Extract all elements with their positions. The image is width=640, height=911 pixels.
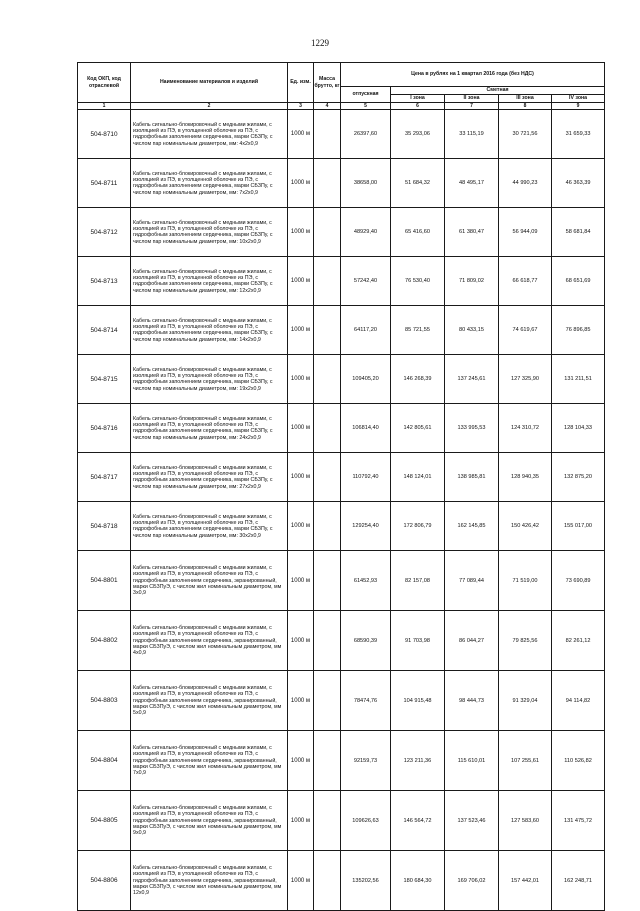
cell-zone-2: 98 444,73 [445,671,499,731]
cell-code: 504-8710 [78,110,131,159]
cell-zone-1: 51 684,32 [391,159,445,208]
header-zone-4: IV зона [552,95,605,103]
cell-zone-4: 94 114,82 [552,671,605,731]
cell-mass [314,731,341,791]
column-number: 4 [314,103,341,110]
cell-mass [314,671,341,731]
cell-zone-4: 73 690,89 [552,551,605,611]
column-number: 6 [391,103,445,110]
cell-zone-1: 180 684,30 [391,851,445,911]
cell-zone-3: 44 990,23 [499,159,552,208]
cell-name: Кабель сигнально-блокировочный с медными жилами, с изоляцией из ПЭ, в утолщенной оболочке из ПЭ, с гидрофобным заполнением сердечника, экранированный, марки СБЗПуЭ, с числом жил номинальным диаметром, мм 4x0,9 [131,611,288,671]
cell-zone-3: 124 310,72 [499,404,552,453]
cell-code: 504-8804 [78,731,131,791]
cell-wholesale: 57242,40 [341,257,391,306]
table-row [78,731,605,791]
cell-unit: 1000 м [288,159,314,208]
cell-zone-1: 146 564,72 [391,791,445,851]
cell-wholesale: 109405,20 [341,355,391,404]
cell-zone-2: 137 245,61 [445,355,499,404]
table-row [78,355,605,404]
cell-wholesale: 106814,40 [341,404,391,453]
cell-name: Кабель сигнально-блокировочный с медными жилами, с изоляцией из ПЭ, в утолщенной оболочке из ПЭ, с гидрофобным заполнением сердечника, марки СБЗПу, с числом пар номинальным диаметром, мм: 27x2x0,9 [131,453,288,502]
cell-name: Кабель сигнально-блокировочный с медными жилами, с изоляцией из ПЭ, в утолщенной оболочке из ПЭ, с гидрофобным заполнением сердечника, марки СБЗПу, с числом пар номинальным диаметром, мм: 19x2x0,9 [131,355,288,404]
cell-zone-2: 80 433,15 [445,306,499,355]
cell-wholesale: 78474,76 [341,671,391,731]
cell-zone-1: 85 721,55 [391,306,445,355]
cell-name: Кабель сигнально-блокировочный с медными жилами, с изоляцией из ПЭ, в утолщенной оболочке из ПЭ, с гидрофобным заполнением сердечника, марки СБЗПу, с числом пар номинальным диаметром, мм: 4x2x0,9 [131,110,288,159]
cell-zone-3: 107 255,61 [499,731,552,791]
header-zone-1: I зона [391,95,445,103]
cell-name: Кабель сигнально-блокировочный с медными жилами, с изоляцией из ПЭ, в утолщенной оболочке из ПЭ, с гидрофобным заполнением сердечника, марки СБЗПу, с числом пар номинальным диаметром, мм: 7x2x0,9 [131,159,288,208]
header-unit: Ед. изм. [288,63,314,103]
cell-name: Кабель сигнально-блокировочный с медными жилами, с изоляцией из ПЭ, в утолщенной оболочке из ПЭ, с гидрофобным заполнением сердечника, экранированный, марки СБЗПуЭ, с числом жил номинальным диаметром, мм 9x0,9 [131,791,288,851]
cell-unit: 1000 м [288,611,314,671]
cell-mass [314,110,341,159]
cell-zone-3: 91 329,04 [499,671,552,731]
cell-mass [314,502,341,551]
cell-code: 504-8801 [78,551,131,611]
cell-mass [314,404,341,453]
table-body [78,110,605,911]
cell-zone-2: 71 809,02 [445,257,499,306]
cell-zone-3: 150 426,42 [499,502,552,551]
cell-zone-2: 137 523,46 [445,791,499,851]
cell-name: Кабель сигнально-блокировочный с медными жилами, с изоляцией из ПЭ, в утолщенной оболочке из ПЭ, с гидрофобным заполнением сердечника, экранированный, марки СБЗПуЭ, с числом жил номинальным диаметром, мм 3x0,9 [131,551,288,611]
cell-wholesale: 61452,93 [341,551,391,611]
column-number: 7 [445,103,499,110]
cell-zone-4: 46 363,39 [552,159,605,208]
cell-wholesale: 135202,56 [341,851,391,911]
cell-wholesale: 129254,40 [341,502,391,551]
column-number: 2 [131,103,288,110]
cell-mass [314,851,341,911]
cell-zone-1: 76 530,40 [391,257,445,306]
cell-zone-3: 79 825,56 [499,611,552,671]
page-number: 1229 [311,38,329,48]
table-row [78,257,605,306]
cell-zone-1: 82 157,08 [391,551,445,611]
cell-zone-2: 115 610,01 [445,731,499,791]
header-wholesale: отпускная [341,87,391,103]
cell-mass [314,453,341,502]
cell-wholesale: 64117,20 [341,306,391,355]
cell-mass [314,791,341,851]
cell-unit: 1000 м [288,671,314,731]
cell-code: 504-8718 [78,502,131,551]
cell-unit: 1000 м [288,208,314,257]
column-number: 9 [552,103,605,110]
cell-unit: 1000 м [288,355,314,404]
cell-unit: 1000 м [288,791,314,851]
cell-name: Кабель сигнально-блокировочный с медными жилами, с изоляцией из ПЭ, в утолщенной оболочке из ПЭ, с гидрофобным заполнением сердечника, марки СБЗПу, с числом пар номинальным диаметром, мм: 10x2x0,9 [131,208,288,257]
cell-wholesale: 26397,60 [341,110,391,159]
cell-mass [314,208,341,257]
cell-zone-4: 128 104,33 [552,404,605,453]
cell-wholesale: 38658,00 [341,159,391,208]
cell-zone-1: 104 915,48 [391,671,445,731]
cell-unit: 1000 м [288,453,314,502]
cell-code: 504-8713 [78,257,131,306]
header-code: Код ОКП, код отраслевой [78,63,131,103]
cell-mass [314,159,341,208]
cell-wholesale: 110792,40 [341,453,391,502]
cell-mass [314,355,341,404]
table-row [78,502,605,551]
cell-mass [314,306,341,355]
cell-zone-2: 86 044,27 [445,611,499,671]
cell-zone-1: 146 268,39 [391,355,445,404]
cell-code: 504-8802 [78,611,131,671]
cell-wholesale: 48929,40 [341,208,391,257]
cell-wholesale: 109626,63 [341,791,391,851]
header-estimate: Сметная [391,87,605,95]
cell-zone-4: 155 017,00 [552,502,605,551]
cell-zone-2: 33 115,19 [445,110,499,159]
cell-code: 504-8711 [78,159,131,208]
cell-zone-1: 91 703,98 [391,611,445,671]
table-row [78,208,605,257]
cell-code: 504-8715 [78,355,131,404]
cell-zone-4: 76 896,85 [552,306,605,355]
cell-zone-2: 61 380,47 [445,208,499,257]
cell-zone-2: 48 495,17 [445,159,499,208]
cell-zone-4: 110 526,82 [552,731,605,791]
cell-zone-4: 131 211,51 [552,355,605,404]
cell-unit: 1000 м [288,306,314,355]
table-row [78,453,605,502]
cell-name: Кабель сигнально-блокировочный с медными жилами, с изоляцией из ПЭ, в утолщенной оболочке из ПЭ, с гидрофобным заполнением сердечника, экранированный, марки СБЗПуЭ, с числом жил номинальным диаметром, мм 7x0,9 [131,731,288,791]
table-row [78,611,605,671]
cell-wholesale: 92159,73 [341,731,391,791]
cell-zone-4: 31 659,33 [552,110,605,159]
cell-zone-4: 82 261,12 [552,611,605,671]
cell-zone-2: 162 145,85 [445,502,499,551]
cell-zone-3: 66 618,77 [499,257,552,306]
cell-zone-3: 157 442,01 [499,851,552,911]
cell-zone-3: 30 721,56 [499,110,552,159]
cell-zone-3: 127 325,90 [499,355,552,404]
cell-zone-4: 132 875,20 [552,453,605,502]
cell-mass [314,551,341,611]
table-row [78,671,605,731]
cell-unit: 1000 м [288,502,314,551]
cell-zone-1: 35 293,06 [391,110,445,159]
cell-name: Кабель сигнально-блокировочный с медными жилами, с изоляцией из ПЭ, в утолщенной оболочке из ПЭ, с гидрофобным заполнением сердечника, марки СБЗПу, с числом пар номинальным диаметром, мм: 30x2x0,9 [131,502,288,551]
cell-code: 504-8712 [78,208,131,257]
header-zone-3: III зона [499,95,552,103]
header-price: Цена в рублях на 1 квартал 2016 года (без НДС) [341,63,605,87]
cell-zone-2: 77 089,44 [445,551,499,611]
table-row [78,306,605,355]
table-row [78,791,605,851]
cell-code: 504-8803 [78,671,131,731]
cell-code: 504-8805 [78,791,131,851]
header-zone-2: II зона [445,95,499,103]
column-number: 5 [341,103,391,110]
cell-zone-1: 148 124,01 [391,453,445,502]
cell-unit: 1000 м [288,731,314,791]
cell-wholesale: 68590,39 [341,611,391,671]
cell-zone-4: 58 681,84 [552,208,605,257]
cell-zone-3: 128 940,35 [499,453,552,502]
table-row [78,551,605,611]
cell-name: Кабель сигнально-блокировочный с медными жилами, с изоляцией из ПЭ, в утолщенной оболочке из ПЭ, с гидрофобным заполнением сердечника, марки СБЗПу, с числом пар номинальным диаметром, мм: 14x2x0,9 [131,306,288,355]
cell-unit: 1000 м [288,257,314,306]
cell-zone-2: 169 706,02 [445,851,499,911]
cell-zone-4: 162 248,71 [552,851,605,911]
cell-code: 504-8717 [78,453,131,502]
cell-zone-3: 71 519,00 [499,551,552,611]
table-row [78,404,605,453]
table-row [78,110,605,159]
cell-zone-3: 74 619,67 [499,306,552,355]
cell-name: Кабель сигнально-блокировочный с медными жилами, с изоляцией из ПЭ, в утолщенной оболочке из ПЭ, с гидрофобным заполнением сердечника, экранированный, марки СБЗПуЭ, с числом жил номинальным диаметром, мм 5x0,9 [131,671,288,731]
cell-unit: 1000 м [288,851,314,911]
cell-unit: 1000 м [288,404,314,453]
cell-zone-3: 127 583,60 [499,791,552,851]
price-table [77,62,605,911]
column-number: 3 [288,103,314,110]
column-number: 8 [499,103,552,110]
cell-zone-4: 68 651,69 [552,257,605,306]
cell-zone-1: 123 211,36 [391,731,445,791]
cell-unit: 1000 м [288,110,314,159]
cell-zone-2: 133 995,53 [445,404,499,453]
cell-name: Кабель сигнально-блокировочный с медными жилами, с изоляцией из ПЭ, в утолщенной оболочке из ПЭ, с гидрофобным заполнением сердечника, экранированный, марки СБЗПуЭ, с числом жил номинальным диаметром, мм 12x0,9 [131,851,288,911]
cell-zone-4: 131 475,72 [552,791,605,851]
header-name: Наименование материалов и изделий [131,63,288,103]
table-row [78,851,605,911]
cell-name: Кабель сигнально-блокировочный с медными жилами, с изоляцией из ПЭ, в утолщенной оболочке из ПЭ, с гидрофобным заполнением сердечника, марки СБЗПу, с числом пар номинальным диаметром, мм: 12x2x0,9 [131,257,288,306]
cell-code: 504-8716 [78,404,131,453]
cell-mass [314,611,341,671]
cell-zone-3: 56 944,09 [499,208,552,257]
cell-zone-1: 65 416,60 [391,208,445,257]
cell-zone-2: 138 985,81 [445,453,499,502]
cell-zone-1: 172 806,79 [391,502,445,551]
cell-zone-1: 142 805,61 [391,404,445,453]
header-mass: Масса брутто, кг [314,63,341,103]
cell-mass [314,257,341,306]
cell-code: 504-8714 [78,306,131,355]
cell-code: 504-8806 [78,851,131,911]
column-number: 1 [78,103,131,110]
table-row [78,159,605,208]
cell-unit: 1000 м [288,551,314,611]
cell-name: Кабель сигнально-блокировочный с медными жилами, с изоляцией из ПЭ, в утолщенной оболочке из ПЭ, с гидрофобным заполнением сердечника, марки СБЗПу, с числом пар номинальным диаметром, мм: 24x2x0,9 [131,404,288,453]
